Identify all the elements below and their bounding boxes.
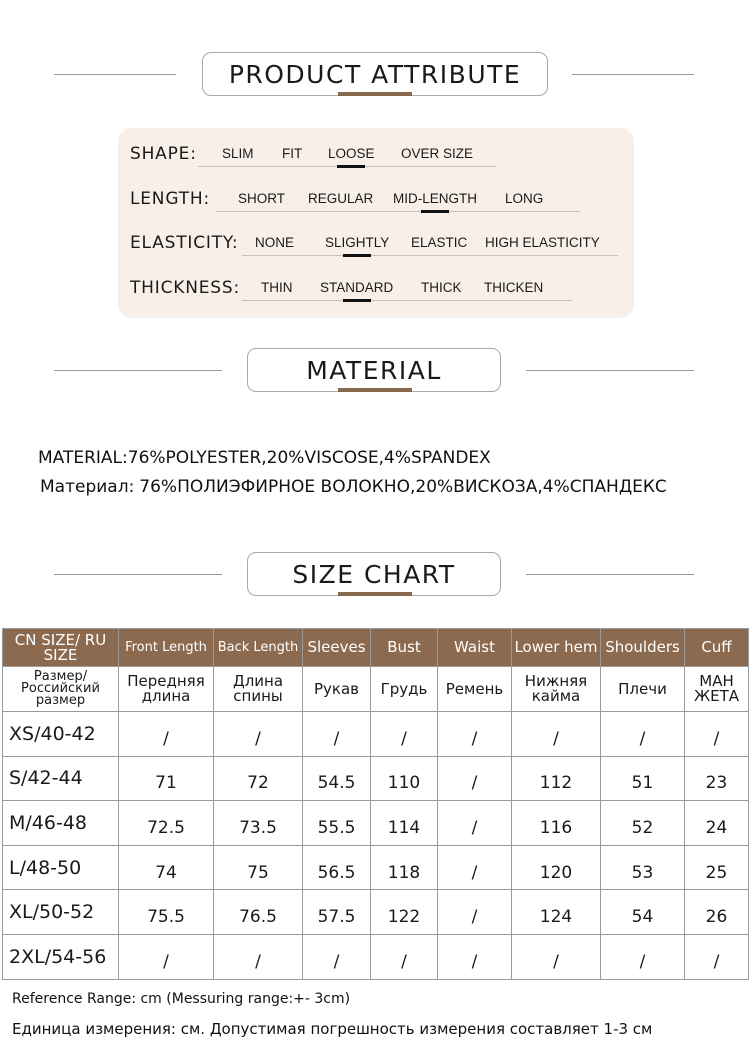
value-cell: 114 [371,801,438,846]
value-cell: 56.5 [303,845,371,890]
attribute-option-selected: STANDARD [320,280,393,295]
value-cell: 72 [214,756,303,801]
section-title-text: MATERIAL [306,355,442,385]
header-cell: Back Length [214,629,303,667]
value-cell: 71 [119,756,214,801]
header-cell: Shoulders [601,629,685,667]
header-cell-ru: Передняя длина [119,667,214,712]
header-accent-bar [338,592,412,596]
header-cell-ru: Грудь [371,667,438,712]
attribute-option: THIN [261,280,293,295]
value-cell: 73.5 [214,801,303,846]
size-cell: L/48-50 [3,845,119,890]
size-chart-header [0,552,750,600]
size-chart-table [2,628,749,980]
material-header [0,348,750,396]
value-cell: 124 [512,890,601,935]
material-value: 76%POLYESTER,20%VISCOSE,4%SPANDEX [127,448,491,468]
attribute-option: THICK [421,280,462,295]
value-cell: 76.5 [214,890,303,935]
reference-range-note: Reference Range: cm (Messuring range:+- 3cm) [12,991,351,1007]
header-cell: Lower hem [512,629,601,667]
attribute-option-selected: SLIGHTLY [325,235,389,250]
size-cell: 2XL/54-56 [3,934,119,979]
material-line-en [38,448,491,468]
value-cell: 26 [685,890,749,935]
attribute-underline [242,300,572,301]
attribute-panel [118,128,634,318]
selected-marker [343,299,371,302]
value-cell: 72.5 [119,801,214,846]
attribute-label: ELASTICITY: [130,233,239,253]
section-title-text: SIZE CHART [292,559,456,589]
table-row [3,756,749,801]
table-row [3,801,749,846]
value-cell: / [214,712,303,757]
header-cell: Cuff [685,629,749,667]
header-cell-ru: МАН ЖЕТА [685,667,749,712]
attribute-option: ELASTIC [411,235,468,250]
value-cell: 74 [119,845,214,890]
header-cell-ru: Длина спины [214,667,303,712]
value-cell: / [601,712,685,757]
product-attribute-header [0,52,750,100]
attribute-row-shape [130,140,630,170]
table-row [3,934,749,979]
header-rule-right [572,74,694,75]
size-cell: XS/40-42 [3,712,119,757]
size-cell: M/46-48 [3,801,119,846]
header-cell-ru: Рукав [303,667,371,712]
value-cell: / [371,712,438,757]
value-cell: 51 [601,756,685,801]
header-rule-right [526,574,694,575]
section-title-product-attribute [202,52,548,96]
value-cell: 110 [371,756,438,801]
attribute-row-thickness [130,274,630,304]
material-line-ru [40,477,667,497]
attribute-label: THICKNESS: [130,278,240,298]
header-cell: Sleeves [303,629,371,667]
value-cell: 54.5 [303,756,371,801]
attribute-option: LONG [505,191,544,206]
attribute-option: SLIM [222,146,254,161]
attribute-row-elasticity [130,229,630,259]
material-label: MATERIAL: [38,448,128,468]
value-cell: / [119,712,214,757]
value-cell: 24 [685,801,749,846]
size-cell: S/42-44 [3,756,119,801]
header-accent-bar [338,388,412,392]
value-cell: / [685,934,749,979]
table-row [3,890,749,935]
value-cell: 75 [214,845,303,890]
value-cell: 53 [601,845,685,890]
section-title-material [247,348,501,392]
header-cell-ru: Нижняя кайма [512,667,601,712]
attribute-option: FIT [282,146,303,161]
header-rule-left [54,74,176,75]
attribute-label: SHAPE: [130,144,197,164]
table-header-row [3,629,749,667]
header-cell: CN SIZE/ RU SIZE [3,629,119,667]
header-cell: Front Length [119,629,214,667]
value-cell: / [371,934,438,979]
header-cell: Bust [371,629,438,667]
value-cell: / [303,934,371,979]
value-cell: 116 [512,801,601,846]
header-cell-ru: Размер/ Российский размер [3,667,119,712]
value-cell: 23 [685,756,749,801]
header-cell-ru: Плечи [601,667,685,712]
attribute-option-selected: MID-LENGTH [393,191,477,206]
table-row [3,845,749,890]
attribute-row-length [130,185,630,215]
attribute-option: OVER SIZE [401,146,474,161]
value-cell: / [685,712,749,757]
value-cell: 52 [601,801,685,846]
value-cell: 55.5 [303,801,371,846]
attribute-underline [216,211,580,212]
value-cell: 25 [685,845,749,890]
value-cell: / [438,801,512,846]
value-cell: / [119,934,214,979]
table-row [3,712,749,757]
value-cell: / [512,934,601,979]
attribute-option-selected: LOOSE [328,146,375,161]
table-header-row-ru [3,667,749,712]
attribute-option: SHORT [238,191,286,206]
value-cell: / [601,934,685,979]
value-cell: / [438,756,512,801]
selected-marker [343,254,371,257]
section-title-text: PRODUCT ATTRIBUTE [228,59,522,89]
value-cell: 120 [512,845,601,890]
header-rule-left [54,370,222,371]
header-cell-ru: Ремень [438,667,512,712]
header-rule-right [526,370,694,371]
selected-marker [421,210,449,213]
value-cell: 118 [371,845,438,890]
value-cell: / [438,934,512,979]
attribute-option: REGULAR [308,191,374,206]
value-cell: 57.5 [303,890,371,935]
value-cell: / [214,934,303,979]
value-cell: / [438,890,512,935]
value-cell: 54 [601,890,685,935]
attribute-option: NONE [255,235,295,250]
section-title-size-chart [247,552,501,596]
header-rule-left [54,574,222,575]
value-cell: 122 [371,890,438,935]
attribute-option: HIGH ELASTICITY [485,235,600,250]
attribute-underline [242,255,618,256]
value-cell: / [512,712,601,757]
header-accent-bar [338,92,412,96]
header-cell: Waist [438,629,512,667]
attribute-label: LENGTH: [130,189,210,209]
value-cell: 112 [512,756,601,801]
material-label: Материал: [40,477,135,497]
measurement-unit-note-ru: Единица измерения: см. Допустимая погрешность измерения составляет 1-3 см [12,1020,653,1038]
attribute-option: THICKEN [484,280,544,295]
value-cell: 75.5 [119,890,214,935]
value-cell: / [438,845,512,890]
material-value: 76%ПОЛИЭФИРНОЕ ВОЛОКНО,20%ВИСКОЗА,4%СПАНДЕКС [139,477,667,497]
value-cell: / [303,712,371,757]
size-cell: XL/50-52 [3,890,119,935]
value-cell: / [438,712,512,757]
selected-marker [337,165,365,168]
